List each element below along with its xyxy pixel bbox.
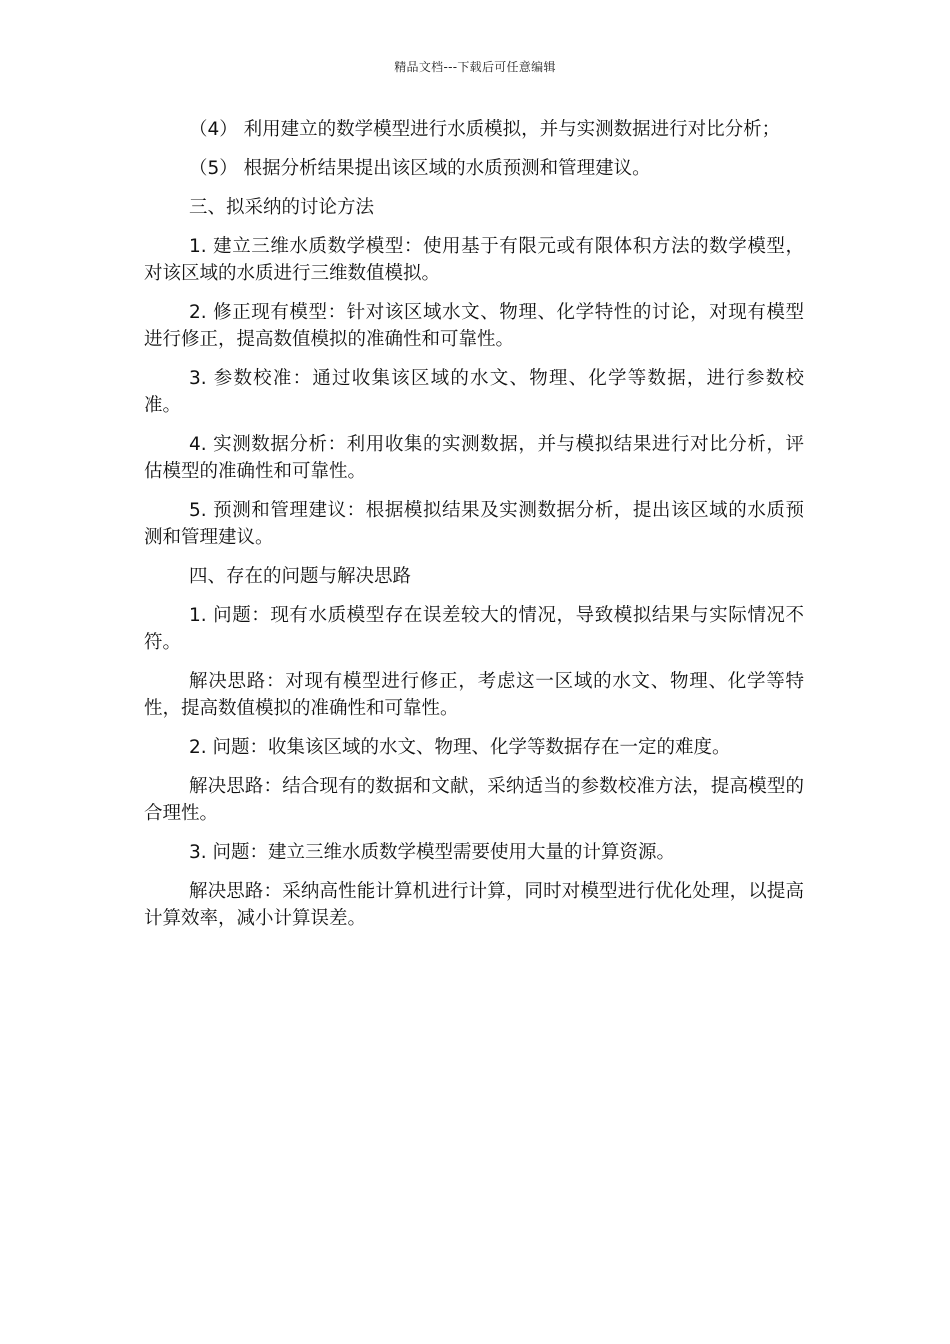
section-heading-problems: 四、存在的问题与解决思路 xyxy=(189,566,412,587)
document-body xyxy=(144,116,804,944)
method-item-3: 3. 参数校准：通过收集该区域的水文、物理、化学等数据，进行参数校准。 xyxy=(144,368,804,416)
solution-item-3: 解决思路：采纳高性能计算机进行计算，同时对模型进行优化处理，以提高计算效率，减小计算误差。 xyxy=(144,881,804,929)
list-item-4: （4） 利用建立的数学模型进行水质模拟，并与实测数据进行对比分析； xyxy=(189,119,781,140)
problem-item-1: 1. 问题：现有水质模型存在误差较大的情况，导致模拟结果与实际情况不符。 xyxy=(144,605,804,653)
page-header: 精品文档---下载后可任意编辑 xyxy=(394,60,556,74)
list-item-5: （5） 根据分析结果提出该区域的水质预测和管理建议。 xyxy=(189,158,651,179)
solution-item-2: 解决思路：结合现有的数据和文献，采纳适当的参数校准方法，提高模型的合理性。 xyxy=(144,776,804,824)
method-item-1: 1. 建立三维水质数学模型：使用基于有限元或有限体积方法的数学模型，对该区域的水质进行三维数值模拟。 xyxy=(144,236,804,284)
problem-item-3: 3. 问题：建立三维水质数学模型需要使用大量的计算资源。 xyxy=(189,842,676,863)
section-heading-methods: 三、拟采纳的讨论方法 xyxy=(189,197,375,218)
solution-item-1: 解决思路：对现有模型进行修正，考虑这一区域的水文、物理、化学等特性，提高数值模拟的准确性和可靠性。 xyxy=(144,671,804,719)
method-item-4: 4. 实测数据分析：利用收集的实测数据，并与模拟结果进行对比分析，评估模型的准确性和可靠性。 xyxy=(144,434,804,482)
problem-item-2: 2. 问题：收集该区域的水文、物理、化学等数据存在一定的难度。 xyxy=(189,737,731,758)
method-item-5: 5. 预测和管理建议：根据模拟结果及实测数据分析，提出该区域的水质预测和管理建议。 xyxy=(144,500,804,548)
method-item-2: 2. 修正现有模型：针对该区域水文、物理、化学特性的讨论，对现有模型进行修正，提高数值模拟的准确性和可靠性。 xyxy=(144,302,804,350)
